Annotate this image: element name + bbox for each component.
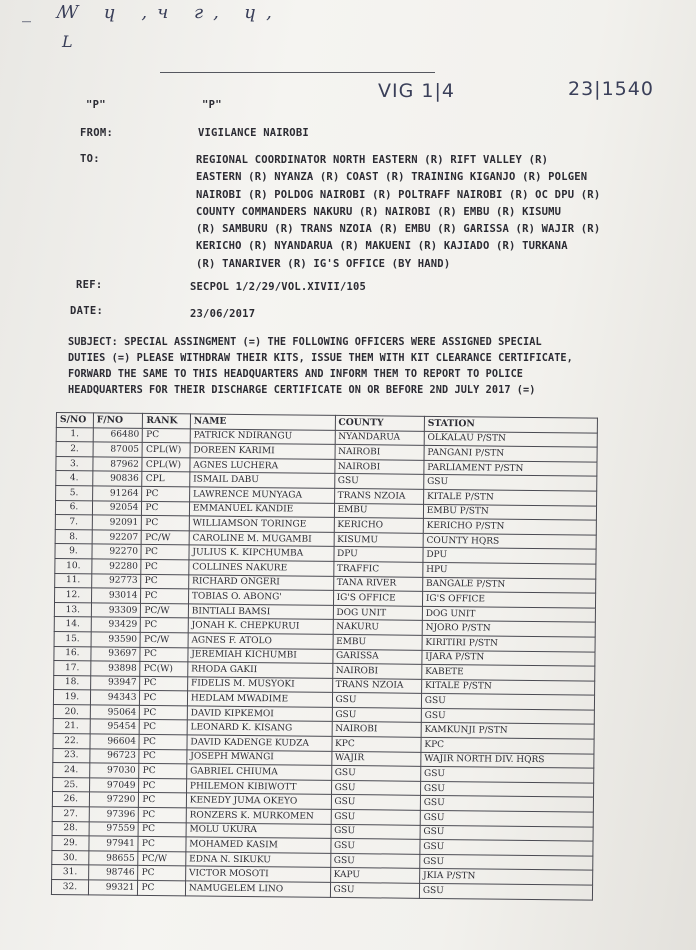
cell-fno: 92054 [92,500,142,515]
handwritten-ref-right: 23|1540 [568,78,654,100]
cell-name: CAROLINE M. MUGAMBI [189,531,334,547]
cell-name: LEONARD K. KISANG [187,720,332,736]
cell-station: JKIA P/STN [419,869,592,885]
to-recipient-line: COUNTY COMMANDERS NAKURU (R) NAIROBI (R) EMBU (R) KISUMU [196,205,562,218]
cell-sno: 26. [52,792,89,807]
cell-county: GARISSA [332,649,421,665]
cell-station: KABETE [422,664,595,680]
cell-rank: PC [141,559,189,574]
cell-sno: 29. [52,836,89,851]
cell-station: GSU [419,883,592,899]
cell-county: KAPU [330,868,419,884]
cell-sno: 32. [51,879,88,894]
cell-sno: 4. [56,471,93,486]
cell-station: GSU [420,810,593,826]
cell-rank: CPL(W) [142,457,190,472]
cell-sno: 15. [54,631,91,646]
cell-sno: 13. [54,602,91,617]
priority-right: "P" [202,99,222,111]
cell-rank: PC/W [141,603,189,618]
handwritten-scribble: _ ꟿ ɥ ,ч г, ɥ, [22,2,282,23]
cell-county: GSU [332,707,421,723]
cell-fno: 93898 [91,661,141,676]
cell-rank: PC/W [140,632,188,647]
cell-station: GSU [421,694,594,710]
cell-name: RHODA GAKII [188,662,333,678]
cell-name: KENEDY JUMA OKEYO [186,793,331,809]
cell-station: DOG UNIT [422,606,595,622]
cell-name: RONZERS K. MURKOMEN [186,808,331,824]
cell-station: WAJIR NORTH DIV. HQRS [421,752,594,768]
cell-rank: PC [140,676,188,691]
to-recipient-line: (R) TANARIVER (R) IG'S OFFICE (BY HAND) [196,257,451,270]
cell-fno: 93014 [91,588,141,603]
cell-rank: PC [141,589,189,604]
cell-station: KITALE P/STN [421,679,594,695]
cell-name: ISMAIL DABU [190,472,335,488]
cell-station: KITALE P/STN [423,489,596,505]
column-header-name: NAME [190,414,335,430]
from-value: VIGILANCE NAIROBI [198,127,309,139]
cell-rank: PC [141,545,189,560]
cell-fno: 92091 [92,515,142,530]
cell-rank: PC [139,807,187,822]
cell-county: TRANS NZOIA [334,488,423,504]
cell-fno: 96604 [90,734,140,749]
cell-name: DAVID KIPKEMOI [187,706,332,722]
cell-county: NAIROBI [332,664,421,680]
cell-name: BINTIALI BAMSI [188,604,333,620]
cell-county: GSU [330,839,419,855]
cell-name: DOREEN KARIMI [190,443,335,459]
cell-county: EMBU [333,634,422,650]
cell-county: DOG UNIT [333,605,422,621]
cell-fno: 97290 [89,792,139,807]
cell-rank: PC [143,428,191,443]
cell-county: KPC [331,736,420,752]
cell-county: GSU [330,882,419,898]
cell-name: VICTOR MOSOTI [185,866,330,882]
cell-rank: PC [138,837,186,852]
cell-rank: PC [142,501,190,516]
cell-sno: 7. [55,515,92,530]
cell-station: GSU [420,840,593,856]
cell-rank: PC(W) [140,661,188,676]
column-header-fno: F/NO [93,413,143,428]
cell-county: NAIROBI [334,459,423,475]
cell-rank: PC [141,574,189,589]
cell-county: GSU [331,780,420,796]
cell-station: BANGALE P/STN [422,577,595,593]
cell-fno: 93309 [91,603,141,618]
column-header-station: STATION [424,416,597,432]
cell-station: NJORO P/STN [422,621,595,637]
cell-fno: 94343 [90,690,140,705]
cell-station: COUNTY HQRS [423,533,596,549]
cell-name: MOHAMED KASIM [186,837,331,853]
cell-rank: PC [139,793,187,808]
divider-line [160,72,435,73]
cell-sno: 30. [52,850,89,865]
cell-sno: 25. [53,777,90,792]
cell-station: KERICHO P/STN [423,519,596,535]
cell-fno: 87005 [93,442,143,457]
cell-sno: 8. [55,529,92,544]
cell-county: KISUMU [334,532,423,548]
cell-sno: 5. [56,485,93,500]
cell-name: RICHARD ONGERI [188,574,333,590]
cell-county: TANA RIVER [333,576,422,592]
cell-rank: PC/W [138,851,186,866]
cell-sno: 11. [55,573,92,588]
cell-fno: 97396 [89,807,139,822]
cell-name: WILLIAMSON TORINGE [189,516,334,532]
priority-left: "P" [86,99,106,111]
cell-fno: 66480 [93,427,143,442]
cell-fno: 90836 [93,471,143,486]
cell-sno: 18. [54,675,91,690]
cell-sno: 27. [52,807,89,822]
cell-sno: 12. [55,588,92,603]
cell-name: MOLU UKURA [186,823,331,839]
cell-station: GSU [420,781,593,797]
cell-fno: 98746 [88,865,138,880]
subject-line: DUTIES (=) PLEASE WITHDRAW THEIR KITS, ISSUE THEM WITH KIT CLEARANCE CERTIFICATE, [68,353,573,364]
cell-county: NAIROBI [335,445,424,461]
cell-fno: 93947 [90,676,140,691]
cell-rank: PC [142,516,190,531]
cell-name: NAMUGELEM LINO [185,881,330,897]
subject-line: SUBJECT: SPECIAL ASSINGMENT (=) THE FOLLOWING OFFICERS WERE ASSIGNED SPECIAL [68,337,542,348]
cell-fno: 92270 [92,544,142,559]
cell-fno: 92773 [91,573,141,588]
handwritten-ref-left: VIG 1|4 [378,80,455,102]
from-label: FROM: [80,127,114,139]
cell-station: GSU [420,767,593,783]
cell-name: PATRICK NDIRANGU [190,428,335,444]
cell-station: GSU [424,475,597,491]
cell-name: AGNES F. ATOLO [188,633,333,649]
cell-station: GSU [421,708,594,724]
cell-rank: PC [139,734,187,749]
cell-county: DPU [333,547,422,563]
cell-fno: 97030 [90,763,140,778]
cell-fno: 92207 [92,530,142,545]
cell-sno: 31. [52,865,89,880]
cell-rank: PC [139,764,187,779]
cell-station: OLKALAU P/STN [424,431,597,447]
handwritten-mark: L [62,32,73,51]
cell-sno: 16. [54,646,91,661]
cell-station: KIRITIRI P/STN [422,635,595,651]
cell-name: DAVID KADENGE KUDZA [187,735,332,751]
cell-sno: 2. [56,442,93,457]
cell-fno: 93697 [91,646,141,661]
cell-fno: 97049 [89,778,139,793]
cell-fno: 99321 [88,880,138,895]
date-label: DATE: [70,305,104,317]
cell-rank: PC/W [142,530,190,545]
cell-rank: PC [138,822,186,837]
officers-table [51,412,598,900]
cell-station: DPU [423,548,596,564]
cell-sno: 24. [53,763,90,778]
cell-name: EMMANUEL KANDIE [189,501,334,517]
cell-rank: PC [140,720,188,735]
cell-fno: 96723 [90,749,140,764]
cell-fno: 98655 [89,851,139,866]
cell-county: GSU [331,795,420,811]
ref-value: SECPOL 1/2/29/VOL.XIVII/105 [190,281,367,293]
cell-county: TRAFFIC [333,561,422,577]
cell-fno: 93429 [91,617,141,632]
cell-county: GSU [330,853,419,869]
cell-sno: 10. [55,558,92,573]
column-header-county: COUNTY [335,415,424,431]
to-recipient-line: EASTERN (R) NYANZA (R) COAST (R) TRAINING KIGANJO (R) POLGEN [196,171,588,184]
cell-sno: 1. [56,427,93,442]
cell-rank: PC [141,618,189,633]
cell-rank: PC [142,486,190,501]
to-recipient-line: KERICHO (R) NYANDARUA (R) MAKUENI (R) KAJIADO (R) TURKANA [196,240,568,253]
cell-sno: 20. [53,704,90,719]
subject-line: HEADQUARTERS FOR THEIR DISCHARGE CERTIFICATE ON OR BEFORE 2ND JULY 2017 (=) [68,385,536,396]
cell-station: EMBU P/STN [423,504,596,520]
subject-line: FORWARD THE SAME TO THIS HEADQUARTERS AND INFORM THEM TO REPORT TO POLICE [68,369,524,380]
ref-label: REF: [76,279,103,291]
cell-sno: 21. [53,719,90,734]
cell-rank: PC [139,749,187,764]
cell-name: LAWRENCE MUNYAGA [189,487,334,503]
cell-rank: CPL [142,472,190,487]
cell-fno: 93590 [91,632,141,647]
cell-name: JONAH K. CHEPKURUI [188,618,333,634]
cell-county: IG'S OFFICE [333,591,422,607]
cell-station: GSU [420,825,593,841]
cell-sno: 14. [54,617,91,632]
cell-station: KPC [421,737,594,753]
cell-rank: PC [140,705,188,720]
cell-station: IJARA P/STN [422,650,595,666]
cell-rank: PC [140,691,188,706]
cell-county: GSU [331,824,420,840]
date-value: 23/06/2017 [190,308,256,320]
cell-county: NAIROBI [332,722,421,738]
to-recipient-line: REGIONAL COORDINATOR NORTH EASTERN (R) RIFT VALLEY (R) [196,154,549,166]
cell-name: JOSEPH MWANGI [187,750,332,766]
cell-rank: CPL(W) [142,443,190,458]
column-header-sno: S/NO [56,413,93,428]
cell-station: HPU [423,562,596,578]
cell-county: GSU [331,766,420,782]
cell-sno: 17. [54,661,91,676]
cell-fno: 91264 [92,486,142,501]
cell-county: GSU [332,693,421,709]
cell-station: KAMKUNJI P/STN [421,723,594,739]
cell-county: KERICHO [334,518,423,534]
cell-county: NAKURU [333,620,422,636]
cell-fno: 97941 [89,836,139,851]
cell-station: PANGANI P/STN [424,446,597,462]
cell-fno: 92280 [92,559,142,574]
to-label: TO: [80,153,100,165]
cell-sno: 28. [52,821,89,836]
cell-name: EDNA N. SIKUKU [186,852,331,868]
cell-sno: 22. [53,734,90,749]
cell-county: WAJIR [331,751,420,767]
cell-rank: PC [138,866,186,881]
cell-county: TRANS NZOIA [332,678,421,694]
cell-fno: 97559 [89,821,139,836]
cell-name: COLLINES NAKURE [189,560,334,576]
cell-sno: 9. [55,544,92,559]
cell-sno: 19. [53,690,90,705]
cell-name: HEDLAM MWADIME [187,691,332,707]
cell-name: JULIUS K. KIPCHUMBA [189,545,334,561]
cell-county: GSU [334,474,423,490]
to-recipient-line: (R) SAMBURU (R) TRANS NZOIA (R) EMBU (R) GARISSA (R) WAJIR (R) [196,223,601,236]
cell-station: IG'S OFFICE [422,591,595,607]
cell-name: FIDELIS M. MUSYOKI [187,677,332,693]
cell-sno: 3. [56,456,93,471]
column-header-rank: RANK [143,413,191,428]
cell-name: TOBIAS O. ABONG' [188,589,333,605]
cell-county: NYANDARUA [335,430,424,446]
cell-sno: 6. [55,500,92,515]
cell-station: GSU [420,796,593,812]
subject-paragraph [68,335,634,399]
cell-sno: 23. [53,748,90,763]
cell-fno: 95064 [90,705,140,720]
cell-county: EMBU [334,503,423,519]
cell-rank: PC [140,647,188,662]
cell-name: AGNES LUCHERA [190,458,335,474]
cell-rank: PC [138,880,186,895]
cell-rank: PC [139,778,187,793]
to-recipient-line: NAIROBI (R) POLDOG NAIROBI (R) POLTRAFF NAIROBI (R) OC DPU (R) [196,188,601,201]
cell-station: GSU [420,854,593,870]
cell-name: GABRIEL CHIUMA [187,764,332,780]
cell-name: PHILEMON KIBIWOTT [186,779,331,795]
cell-county: GSU [331,809,420,825]
cell-name: JEREMIAH KICHUMBI [188,647,333,663]
to-recipients [196,152,626,273]
cell-fno: 87962 [93,457,143,472]
cell-fno: 95454 [90,719,140,734]
cell-station: PARLIAMENT P/STN [424,460,597,476]
